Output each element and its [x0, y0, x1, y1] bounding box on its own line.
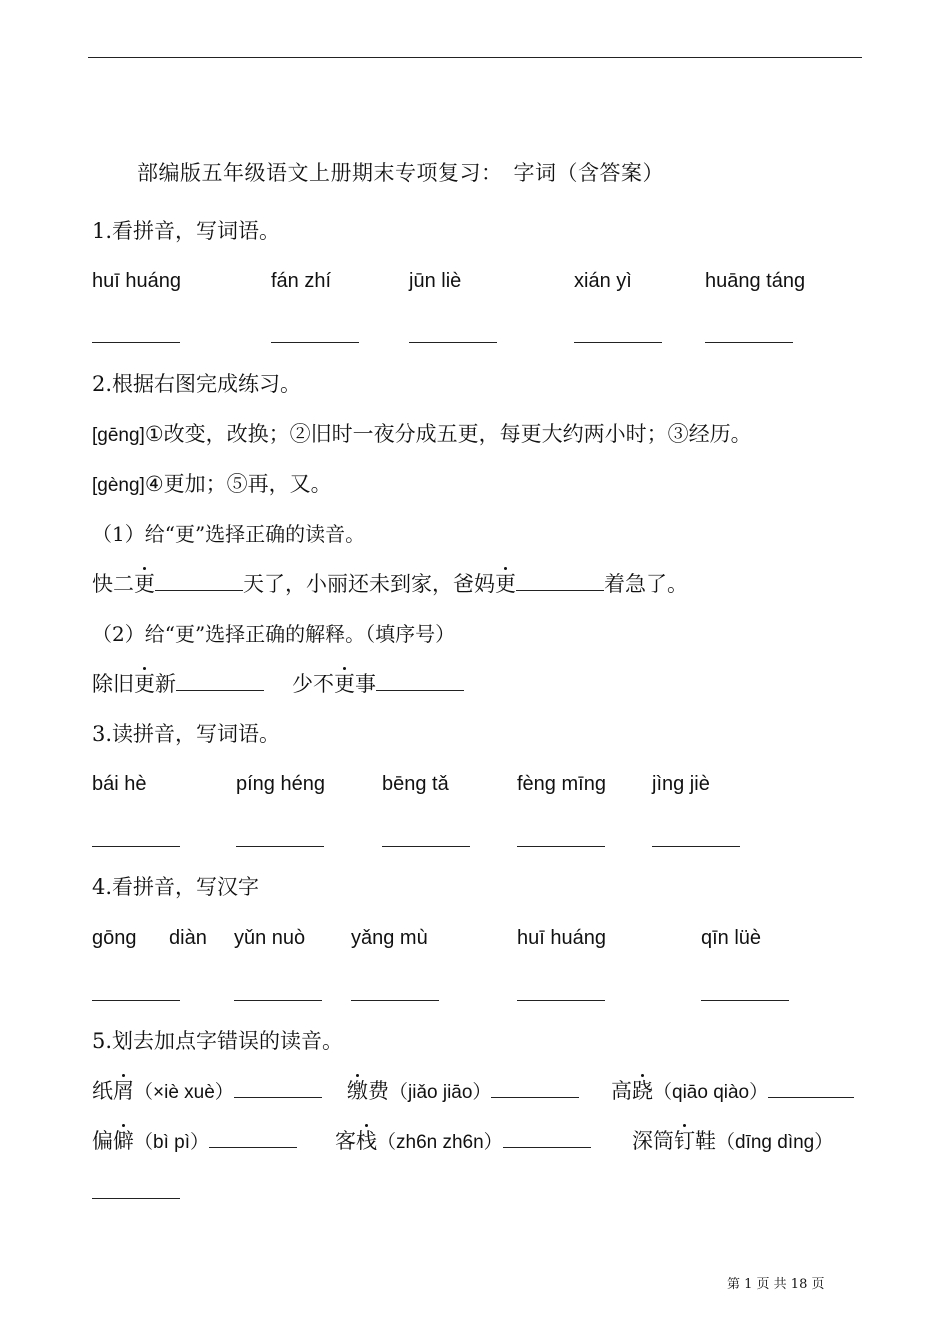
q4-pinyin-1: gōng	[92, 927, 137, 949]
q1-pinyin-4: xián yì	[574, 270, 632, 292]
text: 鞋	[695, 1129, 716, 1153]
q3-heading: 3.读拼音，写词语。	[92, 722, 281, 746]
header-rule	[88, 57, 862, 58]
q3-answer-blank-1[interactable]	[92, 846, 180, 847]
q2-definition-geng1	[92, 421, 752, 449]
dotted-char: 钉	[674, 1129, 695, 1153]
q4-pinyin-2: diàn	[169, 927, 207, 949]
text: 天了，小丽还未到家，爸妈	[243, 572, 495, 596]
q4-answer-blank-2[interactable]	[234, 1000, 322, 1001]
answer-blank[interactable]	[209, 1129, 297, 1148]
text: 新	[155, 672, 176, 696]
q3-pinyin-4: fèng mīng	[517, 773, 606, 795]
q5-item-3	[611, 1078, 854, 1106]
reading-geng1: [gēng]	[92, 425, 145, 446]
q1-pinyin-3: jūn liè	[409, 270, 462, 292]
q2-heading: 2.根据右图完成练习。	[92, 372, 302, 396]
dotted-char: 更	[495, 572, 516, 596]
definition-text-2: ④更加；⑤再，又。	[144, 472, 332, 496]
q3-answer-blank-2[interactable]	[236, 846, 324, 847]
definition-text-1: ①改变，改换；②旧时一夜分成五更，每更大约两小时；③经历。	[144, 422, 752, 446]
answer-blank[interactable]	[768, 1079, 854, 1098]
page-footer: 第 1 页 共 18 页	[727, 1277, 825, 1292]
q2-definition-geng4	[92, 471, 332, 499]
dotted-char: 屑	[113, 1079, 134, 1103]
q1-answer-blank-5[interactable]	[705, 342, 793, 343]
q2-sub2-sentence	[92, 671, 464, 697]
q1-pinyin-5: huāng táng	[705, 270, 806, 292]
q4-answer-blank-3[interactable]	[351, 1000, 439, 1001]
q1-answer-blank-1[interactable]	[92, 342, 180, 343]
answer-blank[interactable]	[234, 1079, 322, 1098]
q4-pinyin-5: huī huáng	[517, 927, 606, 949]
dotted-char: 栈	[356, 1129, 377, 1153]
reading-options: （jiǎo jiāo）	[389, 1082, 492, 1103]
dotted-char: 更	[334, 672, 355, 696]
text: 快二	[92, 572, 134, 596]
text: 纸	[92, 1079, 113, 1103]
q3-answer-blank-4[interactable]	[517, 846, 605, 847]
dotted-char: 更	[134, 672, 155, 696]
text: 着急了。	[604, 572, 688, 596]
q5-item-6	[632, 1128, 833, 1156]
text: 高	[611, 1079, 632, 1103]
text: 费	[368, 1079, 389, 1103]
q3-pinyin-1: bái hè	[92, 773, 147, 795]
reading-options: （dīng dìng）	[716, 1132, 834, 1153]
dotted-char: 跷	[632, 1079, 653, 1103]
q2-sub2-heading: （2）给“更”选择正确的解释。（填序号）	[92, 622, 456, 646]
q3-pinyin-2: píng héng	[236, 773, 325, 795]
dotted-char: 缴	[347, 1079, 368, 1103]
q3-pinyin-3: bēng tǎ	[382, 773, 449, 795]
answer-blank[interactable]	[503, 1129, 591, 1148]
q4-answer-blank-4[interactable]	[517, 1000, 605, 1001]
answer-blank[interactable]	[176, 672, 264, 691]
dotted-char: 僻	[113, 1129, 134, 1153]
answer-blank[interactable]	[491, 1079, 579, 1098]
reading-options: （bì pì）	[134, 1132, 209, 1153]
q1-heading: 1.看拼音，写词语。	[92, 219, 281, 243]
text: 偏	[92, 1129, 113, 1153]
reading-options: （zh6n zh6n）	[377, 1132, 503, 1153]
q4-answer-blank-1[interactable]	[92, 1000, 180, 1001]
q2-sub1-sentence	[92, 571, 688, 597]
q5-item-5	[335, 1128, 591, 1156]
q5-item-1	[92, 1078, 322, 1106]
text: 客	[335, 1129, 356, 1153]
q1-answer-blank-4[interactable]	[574, 342, 662, 343]
q4-answer-blank-5[interactable]	[701, 1000, 789, 1001]
q1-pinyin-2: fán zhí	[271, 270, 332, 292]
q4-pinyin-3: yǔn nuò	[234, 927, 306, 949]
reading-options: （qiāo qiào）	[653, 1082, 769, 1103]
q3-answer-blank-3[interactable]	[382, 846, 470, 847]
reading-options: （×iè xuè）	[134, 1082, 234, 1103]
q2-sub1-heading: （1）给“更”选择正确的读音。	[92, 522, 366, 546]
q4-pinyin-6: qīn lüè	[701, 927, 762, 949]
q5-item-2	[347, 1078, 579, 1106]
q3-pinyin-5: jìng jiè	[652, 773, 710, 795]
document-title: 部编版五年级语文上册期末专项复习： 字词（含答案）	[137, 161, 664, 185]
text: 事	[355, 672, 376, 696]
answer-blank[interactable]	[516, 572, 604, 591]
dotted-char: 更	[134, 572, 155, 596]
q5-item-6-answer-blank[interactable]	[92, 1198, 180, 1199]
q3-answer-blank-5[interactable]	[652, 846, 740, 847]
q4-heading: 4.看拼音，写汉字	[92, 875, 260, 899]
q5-heading: 5.划去加点字错误的读音。	[92, 1029, 344, 1053]
q5-item-4	[92, 1128, 297, 1156]
answer-blank[interactable]	[376, 672, 464, 691]
text: 除旧	[92, 672, 134, 696]
text: 深筒	[632, 1129, 674, 1153]
reading-geng4: [gèng]	[92, 475, 145, 496]
text: 少不	[292, 672, 334, 696]
answer-blank[interactable]	[155, 572, 243, 591]
q1-answer-blank-2[interactable]	[271, 342, 359, 343]
q4-pinyin-4: yǎng mù	[351, 927, 428, 949]
q1-pinyin-1: huī huáng	[92, 270, 181, 292]
q1-answer-blank-3[interactable]	[409, 342, 497, 343]
